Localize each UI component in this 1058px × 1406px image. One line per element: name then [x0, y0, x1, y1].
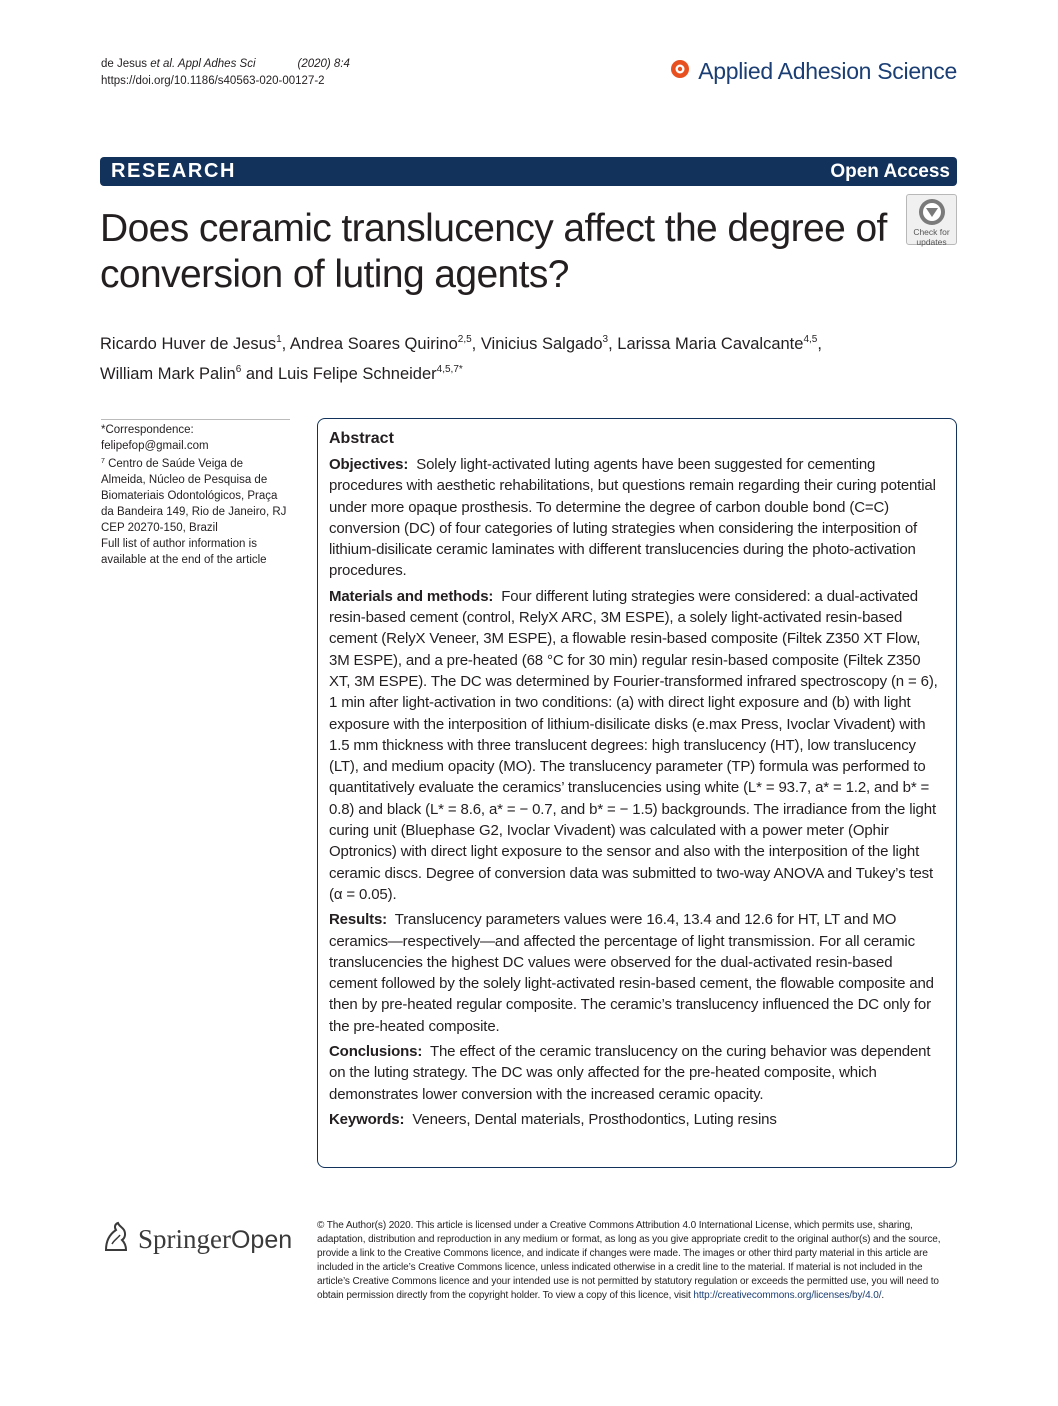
publisher-word-1: Springer [138, 1224, 231, 1254]
author-affiliation: 2,5 [457, 334, 472, 345]
author-name[interactable]: William Mark Palin [100, 365, 236, 383]
abstract-results [329, 909, 944, 1037]
open-access-label: Open Access [830, 160, 950, 182]
license-end: . [881, 1290, 885, 1301]
citation-line [101, 56, 350, 73]
correspondence-block [101, 419, 290, 568]
author-name[interactable]: Larissa Maria Cavalcante [617, 335, 804, 353]
correspondence-email[interactable]: felipefop@gmail.com [101, 440, 209, 452]
results-label: Results: [329, 911, 387, 929]
abstract-keywords [329, 1109, 944, 1130]
author-separator: , [817, 335, 822, 353]
check-for-updates-icon [907, 197, 956, 227]
license-link[interactable]: http://creativecommons.org/licenses/by/4.0/ [693, 1290, 882, 1301]
author-name[interactable]: Andrea Soares Quirino [289, 335, 458, 353]
correspondence-address [101, 454, 290, 536]
keywords-label: Keywords: [329, 1110, 405, 1128]
author-name[interactable]: Ricardo Huver de Jesus [100, 335, 277, 353]
author-name[interactable]: Luis Felipe Schneider [277, 365, 437, 383]
journal-name: Applied Adhesion Science [698, 58, 957, 84]
author-info-note: Full list of author information is available at the end of the article [101, 538, 267, 566]
article-type-banner [100, 157, 957, 186]
author-separator: , [471, 335, 481, 353]
objectives-label: Objectives: [329, 456, 409, 473]
license-body: © The Author(s) 2020. This article is licensed under a Creative Commons Attribution 4.0 International License, which permits use, sharing, adaptation, distribution and reproduction in any medium or format, as long as you give appropriate credit to the original author(s) and the source, provide a link to the Creative Commons licence, and indicate if changes were made. The images or other third party material in this article are included in the article’s Creative Commons licence, unless indicated otherwise in a credit line to the material. If material is not included in the article’s Creative Commons licence and your intended use is not permitted by statutory regulation or exceeds the permitted use, you will need to obtain permission directly from the copyright holder. To view a copy of this licence, visit [317, 1220, 941, 1301]
citation-year: (2020) 8:4 [297, 58, 350, 70]
journal-logo [670, 58, 957, 85]
results-text: Translucency parameters values were 16.4, 13.4 and 12.6 for HT, LT and MO ceramics—respectively—and affected the percentage of light transmission. For all ceramic translucencies the highest DC values were observed for the dual-activated resin-based cement followed by the solely light-activated resin-based cement, the flowable composite and then by pre-heated regular composite. The ceramic’s translucency influenced the DC only for the pre-heated composite. [329, 911, 934, 1035]
correspondence-address-text: Centro de Saúde Veiga de Almeida, Núcleo de Pesquisa de Biomateriais Odontológicos, Praça da Bandeira 149, Rio de Janeiro, RJ CEP 20270-150, Brazil [101, 458, 287, 534]
author-affiliation: 1 [276, 334, 282, 345]
publisher-logo [100, 1220, 292, 1259]
citation-authors: de Jesus [101, 58, 151, 70]
abstract-conclusions [329, 1041, 944, 1105]
conclusions-label: Conclusions: [329, 1043, 423, 1061]
author-separator: , [608, 335, 618, 353]
check-for-updates-badge[interactable] [906, 194, 957, 245]
author-name[interactable]: Vinicius Salgado [480, 335, 603, 353]
author-affiliation: 4,5 [803, 334, 818, 345]
author-affiliation: 6 [235, 364, 242, 375]
article-title: Does ceramic translucency affect the degree of conversion of luting agents? [100, 207, 887, 296]
author-separator: , [281, 335, 290, 353]
correspondence-aff-number: 7 [101, 458, 105, 465]
abstract-heading: Abstract [329, 430, 394, 447]
methods-text: Four different luting strategies were considered: a dual-activated resin-based cement (control, RelyX ARC, 3M ESPE), a solely light-activated resin-based cement (RelyX Veneer, 3M ESPE), a flowable resin-based composite (Filtek Z350 XT Flow, 3M ESPE), and a pre-heated (68 °C for 30 min) regular resin-based composite (Filtek Z350 XT, 3M ESPE). The DC was determined by Fourier-transformed infrared spectroscopy (n = 6), 1 min after light-activation in two conditions: (a) with direct light exposure and (b) with light exposure with the interposition of lithium-disilicate disks (e.max Press, Ivoclar Vivadent) with 1.5 mm thickness with three translucent degrees: high translucency (HT), low translucency (LT), and medium opacity (MO). The translucency parameter (TP) formula was performed to quantitatively evaluate the ceramics’ translucencies using white (L* = 93.7, a* = 1.2, and b* = 0.8) and black (L* = 8.6, a* = − 0.7, and b* = − 1.5) backgrounds. The irradiance from the light curing unit (Bluephase G2, Ivoclar Vivadent) was calculated with a power meter (Ophir Optronics) with direct light exposure to the sensor and also with the interposition of the light ceramic discs. Degree of conversion data was submitted to two-way ANOVA and Tukey’s test (α = 0.05). [329, 587, 938, 903]
check-line-2: updates [916, 237, 947, 247]
keywords-text: Veneers, Dental materials, Prosthodontics, Luting resins [412, 1110, 777, 1128]
springer-horse-icon [100, 1220, 132, 1259]
correspondence-label: *Correspondence: [101, 424, 194, 436]
publisher-name [138, 1224, 292, 1255]
publisher-word-2: Open [230, 1226, 293, 1254]
doi-link[interactable]: https://doi.org/10.1186/s40563-020-00127-2 [101, 75, 325, 87]
author-affiliation: 4,5,7* [436, 364, 463, 375]
abstract-methods [329, 586, 944, 905]
author-affiliation: 3 [602, 334, 609, 345]
objectives-text: Solely light-activated luting agents have been suggested for cementing procedures with aesthetic rehabilitations, but questions remain regarding their curing potential under more opaque prosthesis. To determine the degree of carbon double bond (C=C) conversion (DC) of four categories of luting strategies when considering the interposition of lithium-disilicate ceramic laminates with different translucencies during the photo-activation procedures. [329, 456, 936, 580]
license-text [317, 1219, 957, 1303]
conclusions-text: The effect of the ceramic translucency on the curing behavior was dependent on the luting strategy. The DC was only affected for the pre-heated composite, which demonstrates lower conversion with the increased ceramic opacity. [329, 1043, 931, 1103]
article-type-label: RESEARCH [111, 160, 237, 182]
check-line-1: Check for [913, 227, 950, 237]
citation-block [101, 56, 350, 90]
methods-label: Materials and methods: [329, 587, 494, 605]
journal-emblem-icon [670, 59, 690, 84]
abstract-objectives [329, 454, 944, 582]
citation-journal: et al. Appl Adhes Sci [150, 58, 256, 70]
abstract-box [317, 418, 957, 1168]
author-list [100, 327, 960, 387]
author-separator: and [241, 365, 278, 383]
